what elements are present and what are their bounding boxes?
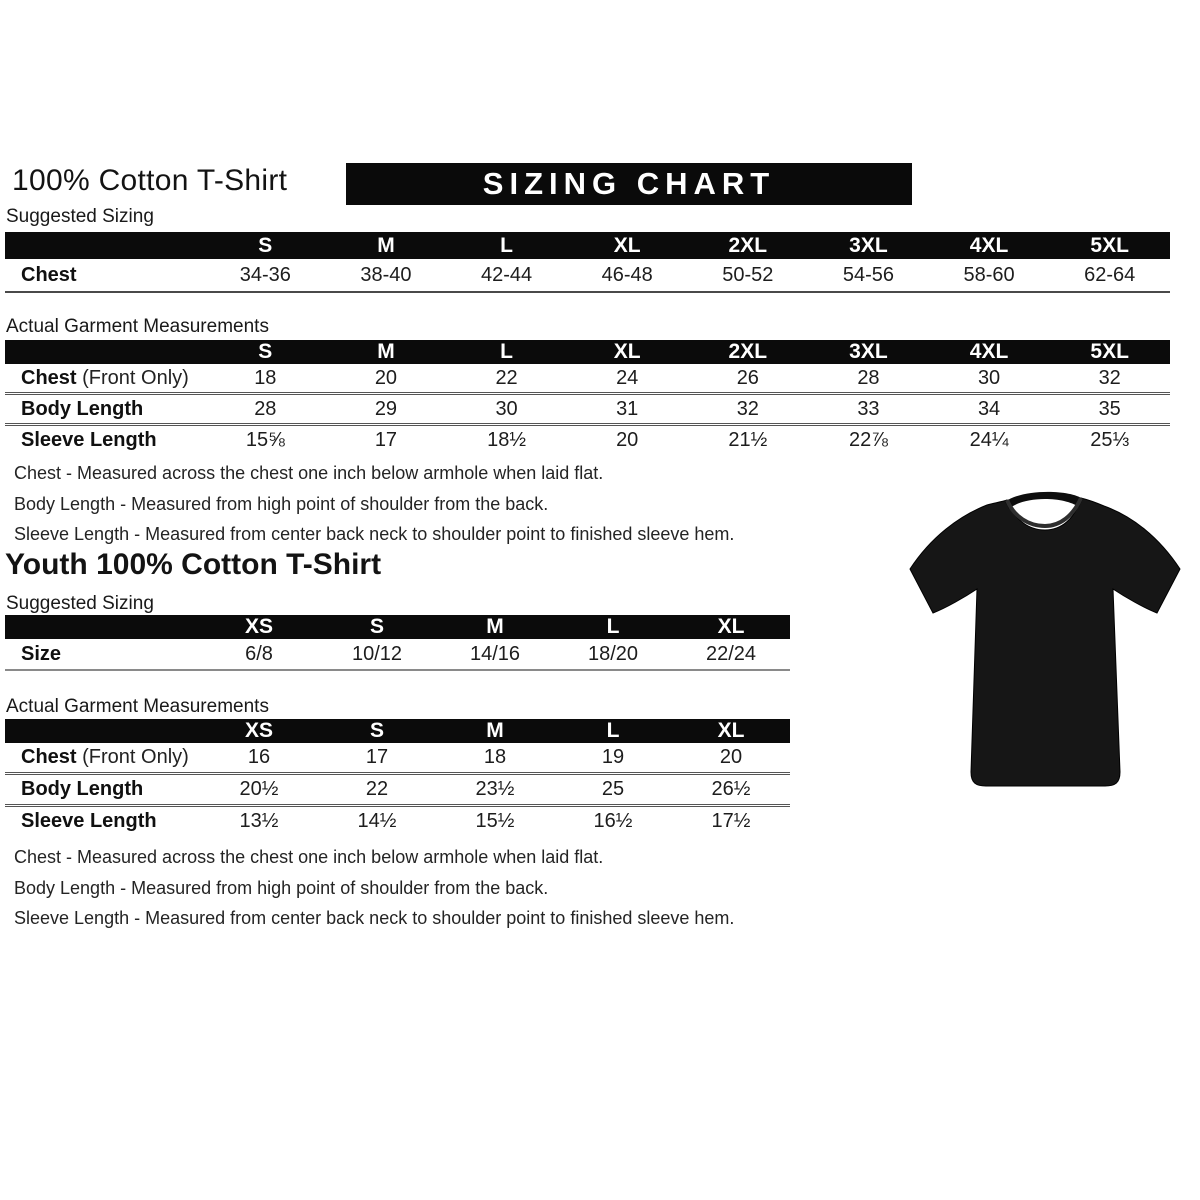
row-label-main: Chest [21, 746, 77, 768]
measurement-cell: 54-56 [842, 263, 895, 286]
note-line: Body Length - Measured from high point of shoulder from the back. [14, 877, 549, 898]
measurement-cell: 18/20 [587, 642, 639, 665]
row-label-main: Chest [21, 366, 77, 389]
measurement-cell: 20 [719, 746, 743, 768]
size-header-cell: XS [200, 719, 318, 743]
youth-measurement-notes [14, 842, 734, 934]
measurement-cell: 62-64 [1084, 263, 1136, 286]
note-line: Body Length - Measured from high point of shoulder from the back. [14, 493, 549, 514]
empty-header-cell [5, 340, 205, 364]
measurement-cell: 13½ [239, 810, 279, 832]
row-label-note: (Front Only) [76, 746, 189, 768]
size-header-cell: M [436, 719, 554, 743]
youth-actual-heading: Actual Garment Measurements [6, 696, 269, 717]
measurement-cell: 22/24 [705, 642, 757, 665]
youth-product-title: Youth 100% Cotton T-Shirt [5, 548, 382, 581]
measurement-cell: 58-60 [963, 263, 1015, 286]
measurement-cell: 18½ [487, 428, 527, 451]
measurement-cell: 24¼ [969, 428, 1009, 451]
measurement-cell: 38-40 [360, 263, 412, 286]
measurement-cell: 23½ [475, 778, 515, 800]
tshirt-body [910, 498, 1180, 786]
measurement-cell: 42-44 [480, 263, 533, 286]
size-header-cell: M [326, 232, 447, 259]
measurement-cell: 34 [977, 397, 1001, 420]
measurement-cell: 20 [374, 366, 398, 389]
table-row [5, 743, 790, 774]
size-header-cell: L [446, 340, 567, 364]
size-header-cell: 5XL [1049, 340, 1170, 364]
table-row [5, 774, 790, 806]
measurement-cell: 22 [365, 778, 389, 800]
size-header-cell: XL [567, 232, 688, 259]
adult-suggested-table [5, 232, 1170, 293]
measurement-cell: 14½ [357, 810, 397, 832]
row-label [5, 364, 205, 394]
header-row [5, 615, 790, 639]
size-header-cell: L [446, 232, 567, 259]
size-header-cell: XL [672, 719, 790, 743]
measurement-cell: 46-48 [601, 263, 653, 286]
adult-actual-heading: Actual Garment Measurements [6, 316, 269, 337]
measurement-cell: 35 [1098, 397, 1121, 420]
measurement-cell: 18 [254, 366, 277, 389]
size-header-cell: L [554, 615, 672, 639]
empty-header-cell [5, 232, 205, 259]
measurement-cell: 32 [736, 397, 759, 420]
size-header-cell: XS [200, 615, 318, 639]
measurement-cell: 20 [616, 428, 639, 451]
header-row [5, 340, 1170, 364]
row-label: Chest [21, 263, 77, 286]
size-header-cell: 3XL [808, 340, 929, 364]
row-label: Body Length [21, 778, 144, 800]
empty-header-cell [5, 615, 200, 639]
measurement-cell: 14/16 [469, 642, 521, 665]
measurement-cell: 26 [736, 366, 759, 389]
adult-product-title: 100% Cotton T-Shirt [12, 164, 288, 197]
header-row [5, 719, 790, 743]
row-label: Sleeve Length [21, 810, 157, 832]
empty-header-cell [5, 719, 200, 743]
note-line: Sleeve Length - Measured from center back neck to shoulder point to finished sleeve hem. [14, 524, 735, 544]
measurement-cell: 28 [857, 366, 880, 389]
measurement-cell: 17 [374, 428, 398, 451]
adult-actual-table [5, 340, 1170, 454]
measurement-cell: 17½ [711, 810, 751, 832]
youth-actual-table [5, 719, 790, 836]
header-row [5, 232, 1170, 259]
table-row [5, 806, 790, 837]
row-label: Sleeve Length [21, 428, 157, 451]
adult-measurement-notes [14, 458, 734, 550]
size-header-cell: S [318, 615, 436, 639]
measurement-cell: 34-36 [239, 263, 291, 286]
table-row [5, 394, 1170, 425]
adult-suggested-heading: Suggested Sizing [6, 206, 154, 227]
measurement-cell: 33 [857, 397, 880, 420]
measurement-cell: 29 [374, 397, 398, 420]
measurement-cell: 30 [495, 397, 518, 420]
table-row [5, 364, 1170, 394]
measurement-cell: 18 [483, 746, 507, 768]
size-header-cell: XL [672, 615, 790, 639]
size-header-cell: S [205, 232, 326, 259]
table-row [5, 639, 790, 670]
measurement-cell: 28 [254, 397, 277, 420]
measurement-cell: 20½ [239, 778, 279, 800]
table-row [5, 425, 1170, 455]
note-line: Chest - Measured across the chest one inch below armhole when laid flat. [14, 463, 604, 483]
measurement-cell: 16½ [593, 810, 633, 832]
size-header-cell: 4XL [929, 232, 1050, 259]
size-header-cell: 5XL [1049, 232, 1170, 259]
measurement-cell: 24 [616, 366, 639, 389]
size-header-cell: 2XL [688, 232, 809, 259]
measurement-cell: 19 [601, 746, 625, 768]
row-label: Body Length [21, 397, 144, 420]
note-line: Sleeve Length - Measured from center back neck to shoulder point to finished sleeve hem. [14, 908, 735, 928]
measurement-cell: 17 [365, 746, 389, 768]
measurement-cell: 15⅝ [245, 428, 285, 451]
measurement-cell: 6/8 [245, 642, 273, 665]
tshirt-product-photo [893, 477, 1198, 802]
size-header-cell: 2XL [688, 340, 809, 364]
measurement-cell: 10/12 [351, 642, 403, 665]
size-header-cell: S [205, 340, 326, 364]
measurement-cell: 15½ [475, 810, 515, 832]
youth-suggested-heading: Suggested Sizing [6, 593, 154, 614]
row-label-note: (Front Only) [76, 366, 189, 389]
size-header-cell: L [554, 719, 672, 743]
size-header-cell: S [318, 719, 436, 743]
measurement-cell: 16 [247, 746, 271, 768]
measurement-cell: 31 [616, 397, 639, 420]
sizing-chart-banner: SIZING CHART [346, 163, 912, 205]
measurement-cell: 50-52 [722, 263, 774, 286]
tshirt-collar [1005, 492, 1083, 509]
measurement-cell: 21½ [728, 428, 768, 451]
size-header-cell: XL [567, 340, 688, 364]
row-label [5, 743, 200, 774]
size-header-cell: M [436, 615, 554, 639]
measurement-cell: 26½ [711, 778, 751, 800]
measurement-cell: 22 [495, 366, 518, 389]
measurement-cell: 32 [1098, 366, 1121, 389]
youth-suggested-table [5, 615, 790, 671]
table-row [5, 259, 1170, 292]
measurement-cell: 25 [601, 778, 625, 800]
measurement-cell: 30 [977, 366, 1001, 389]
row-label: Size [21, 642, 62, 665]
measurement-cell: 22⅞ [848, 428, 888, 451]
size-header-cell: 4XL [929, 340, 1050, 364]
note-line: Chest - Measured across the chest one inch below armhole when laid flat. [14, 847, 604, 867]
size-header-cell: M [326, 340, 447, 364]
measurement-cell: 25⅓ [1090, 428, 1130, 451]
size-header-cell: 3XL [808, 232, 929, 259]
